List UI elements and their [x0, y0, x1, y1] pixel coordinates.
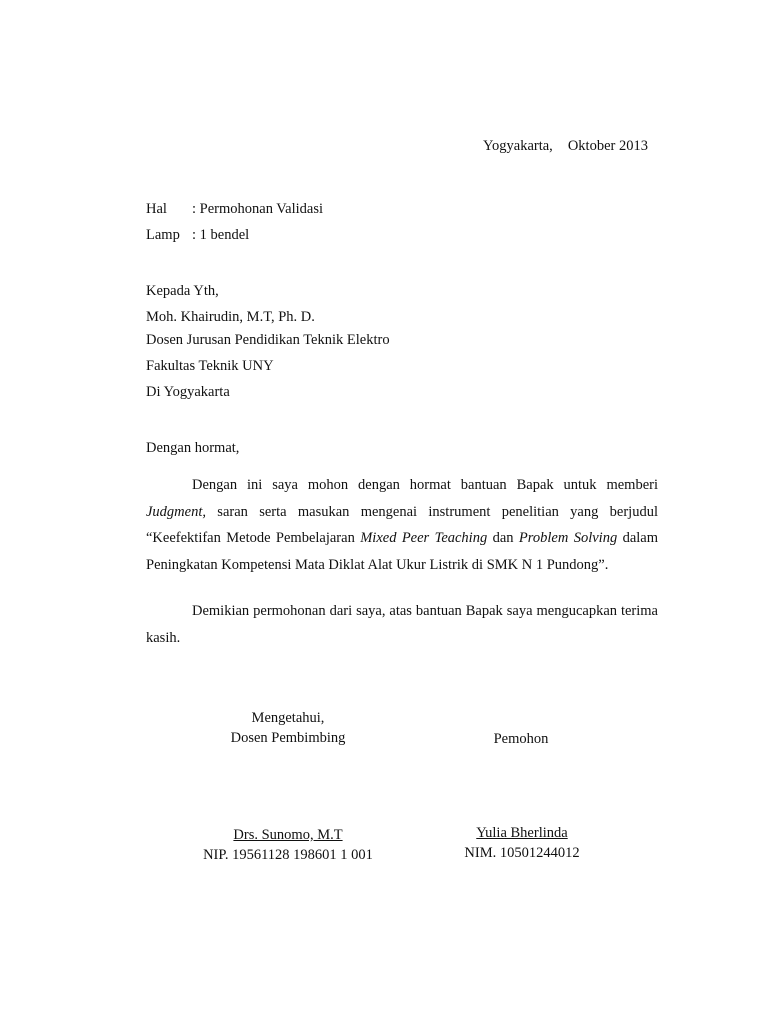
applicant-name: Yulia Bherlinda [476, 825, 568, 841]
signature-applicant [440, 729, 602, 749]
signature-supervisor-name-block [168, 825, 408, 865]
greeting: Dengan hormat, [146, 440, 240, 456]
recipient-salutation: Kepada Yth, [146, 283, 219, 299]
acknowledged-label: Mengetahui, [251, 710, 325, 726]
p1-text-2: saran serta masukan mengenai instrument penelitian yang berjudul “Keefektifan Metode Pembelajaran [146, 503, 658, 546]
recipient-faculty: Fakultas Teknik UNY [146, 358, 274, 374]
p1-text-1: Dengan ini saya mohon dengan hormat bantuan Bapak untuk memberi [192, 477, 658, 493]
subject-value: : Permohonan Validasi [192, 201, 324, 217]
signature-applicant-name-block [432, 823, 612, 863]
p1-text-3: dan [487, 530, 519, 546]
place-city: Yogyakarta, [483, 138, 553, 154]
recipient-city: Di Yogyakarta [146, 384, 230, 400]
subject-row [146, 200, 323, 218]
attachment-label: Lamp [146, 227, 180, 243]
attachment-value: : 1 bendel [192, 227, 250, 243]
supervisor-name: Drs. Sunomo, M.T [233, 827, 343, 843]
subject-label: Hal [146, 201, 167, 217]
supervisor-title: Dosen Pembimbing [230, 730, 346, 746]
p1-italic-judgment: Judgment, [146, 503, 206, 520]
letter-date: Oktober 2013 [567, 138, 648, 154]
recipient-name: Moh. Khairudin, M.T, Ph. D. [146, 309, 315, 325]
p2-text: Demikian permohonan dari saya, atas bantuan Bapak saya mengucapkan terima kasih. [146, 603, 658, 646]
supervisor-nip: NIP. 19561128 198601 1 001 [203, 847, 373, 863]
place-date [483, 137, 648, 155]
p1-text-4: dalam Peningkatan Kompetensi Mata Diklat Alat Ukur Listrik di SMK N 1 Pundong”. [146, 530, 659, 573]
p1-italic-problem-solving: Problem Solving [518, 530, 618, 546]
applicant-label: Pemohon [493, 731, 549, 747]
attachment-row [146, 226, 249, 244]
signature-supervisor [188, 708, 388, 748]
p1-italic-method: Mixed Peer Teaching [360, 530, 488, 546]
applicant-nim: NIM. 10501244012 [464, 845, 580, 861]
body-paragraph-1 [146, 472, 658, 578]
recipient-position: Dosen Jurusan Pendidikan Teknik Elektro [146, 332, 390, 348]
body-paragraph-2 [146, 598, 658, 651]
